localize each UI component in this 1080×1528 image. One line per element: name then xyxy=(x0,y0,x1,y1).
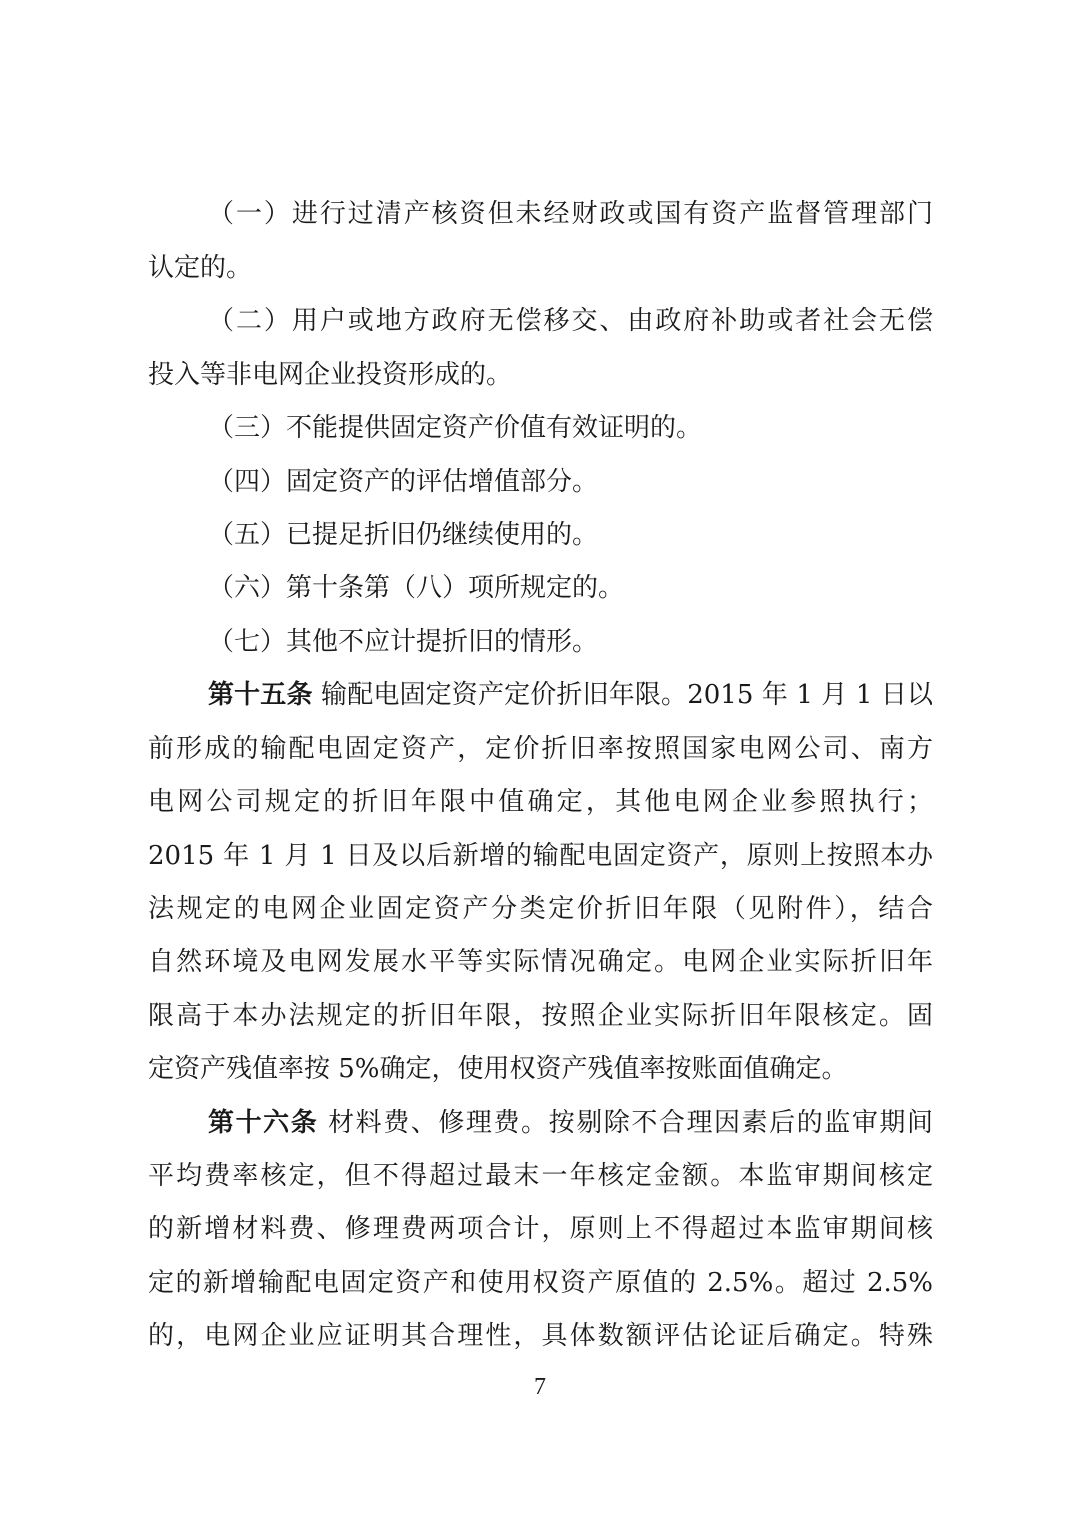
article-15-line-5: 法规定的电网企业固定资产分类定价折旧年限（见附件），结合 xyxy=(148,894,933,924)
article-15-first-line xyxy=(208,677,933,713)
list-item-3: （三）不能提供固定资产价值有效证明的。 xyxy=(208,413,703,443)
article-16-heading: 第十六条 xyxy=(208,1108,319,1138)
list-item-4: （四）固定资产的评估增值部分。 xyxy=(208,467,599,497)
article-15-heading: 第十五条 xyxy=(208,680,313,710)
list-item-5: （五）已提足折旧仍继续使用的。 xyxy=(208,520,599,550)
article-16-line-4: 定的新增输配电固定资产和使用权资产原值的 2.5%。超过 2.5% xyxy=(148,1268,933,1298)
list-item-2-cont: 投入等非电网企业投资形成的。 xyxy=(148,360,513,390)
list-item-2: （二）用户或地方政府无偿移交、由政府补助或者社会无偿 xyxy=(208,306,933,336)
article-16-line-3: 的新增材料费、修理费两项合计，原则上不得超过本监审期间核 xyxy=(148,1214,933,1244)
article-15-line-6: 自然环境及电网发展水平等实际情况确定。电网企业实际折旧年 xyxy=(148,947,933,977)
article-15-text: 输配电固定资产定价折旧年限。2015 年 1 月 1 日以 xyxy=(312,680,933,710)
article-15-line-3: 电网公司规定的折旧年限中值确定，其他电网企业参照执行； xyxy=(148,787,933,817)
list-item-1-cont: 认定的。 xyxy=(148,253,253,283)
article-16-line-2: 平均费率核定，但不得超过最末一年核定金额。本监审期间核定 xyxy=(148,1161,933,1191)
article-15-line-8: 定资产残值率按 5%确定，使用权资产残值率按账面值确定。 xyxy=(148,1054,848,1084)
article-16-first-line xyxy=(208,1105,933,1141)
article-15-line-7: 限高于本办法规定的折旧年限，按照企业实际折旧年限核定。固 xyxy=(148,1001,933,1031)
list-item-7: （七）其他不应计提折旧的情形。 xyxy=(208,627,599,657)
article-16-text: 材料费、修理费。按剔除不合理因素后的监审期间 xyxy=(318,1108,933,1138)
article-16-line-5: 的，电网企业应证明其合理性，具体数额评估论证后确定。特殊 xyxy=(148,1321,933,1351)
list-item-6: （六）第十条第（八）项所规定的。 xyxy=(208,573,625,603)
article-15-line-4: 2015 年 1 月 1 日及以后新增的输配电固定资产，原则上按照本办 xyxy=(148,841,933,871)
article-15-line-2: 前形成的输配电固定资产，定价折旧率按照国家电网公司、南方 xyxy=(148,734,933,764)
list-item-1: （一）进行过清产核资但未经财政或国有资产监督管理部门 xyxy=(208,199,933,229)
page-number: 7 xyxy=(534,1374,546,1400)
